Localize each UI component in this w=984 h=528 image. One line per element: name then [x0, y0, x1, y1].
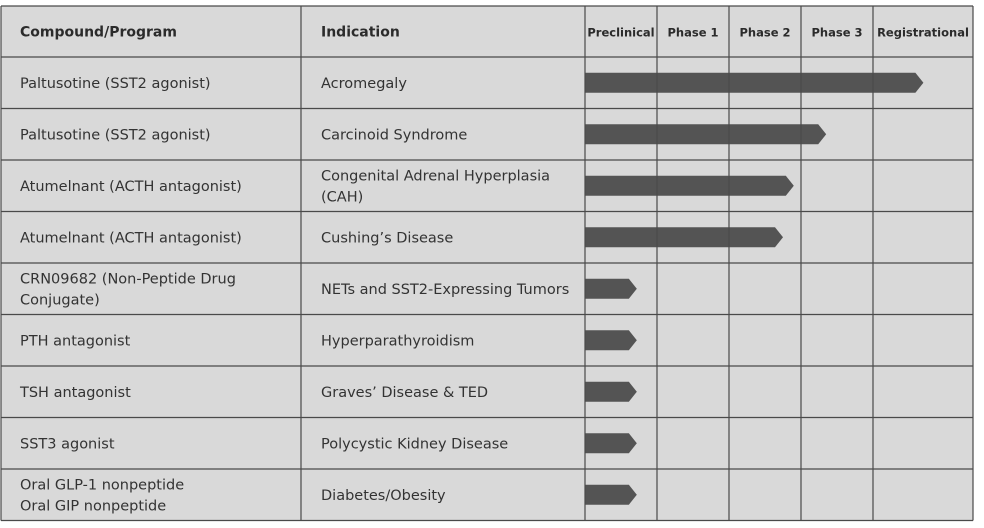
row-9-indication: Diabetes/Obesity — [321, 487, 446, 504]
header-phase-phase-1: Phase 1 — [667, 25, 719, 40]
row-3-indication-line-2: (CAH) — [321, 189, 364, 206]
row-7-progress-bar — [585, 382, 637, 402]
row-2-progress-bar — [585, 124, 826, 144]
row-5-indication: NETs and SST2-Expressing Tumors — [321, 281, 570, 298]
row-6-progress-bar — [585, 330, 637, 350]
header-phase-registrational: Registrational — [877, 25, 969, 40]
row-8-indication: Polycystic Kidney Disease — [321, 436, 509, 453]
header-phase-preclinical: Preclinical — [587, 25, 655, 40]
row-6-indication: Hyperparathyroidism — [321, 333, 475, 350]
row-7-compound: TSH antagonist — [20, 384, 131, 401]
row-5-compound-line-1: CRN09682 (Non-Peptide Drug — [20, 271, 236, 288]
row-4-compound: Atumelnant (ACTH antagonist) — [20, 230, 242, 247]
row-4-progress-bar — [585, 227, 783, 247]
row-6-compound: PTH antagonist — [20, 333, 131, 350]
row-1-compound: Paltusotine (SST2 agonist) — [20, 75, 211, 92]
header-compound: Compound/Program — [20, 24, 177, 41]
row-4-indication: Cushing’s Disease — [321, 230, 454, 247]
row-9-compound-line-2: Oral GIP nonpeptide — [20, 498, 167, 515]
header-phase-phase-3: Phase 3 — [811, 25, 863, 40]
row-9-compound-line-1: Oral GLP-1 nonpeptide — [20, 477, 185, 494]
row-5-progress-bar — [585, 279, 637, 299]
row-2-compound: Paltusotine (SST2 agonist) — [20, 127, 211, 144]
row-9-progress-bar — [585, 485, 637, 505]
row-7-indication: Graves’ Disease & TED — [321, 384, 489, 401]
row-3-progress-bar — [585, 176, 794, 196]
row-8-progress-bar — [585, 433, 637, 453]
row-3-indication-line-1: Congenital Adrenal Hyperplasia — [321, 168, 551, 185]
row-1-indication: Acromegaly — [321, 75, 407, 92]
row-2-indication: Carcinoid Syndrome — [321, 127, 468, 144]
header-indication: Indication — [321, 24, 400, 41]
row-3-compound: Atumelnant (ACTH antagonist) — [20, 178, 242, 195]
header-phase-phase-2: Phase 2 — [739, 25, 791, 40]
row-8-compound: SST3 agonist — [20, 436, 115, 453]
row-5-compound-line-2: Conjugate) — [20, 292, 100, 309]
